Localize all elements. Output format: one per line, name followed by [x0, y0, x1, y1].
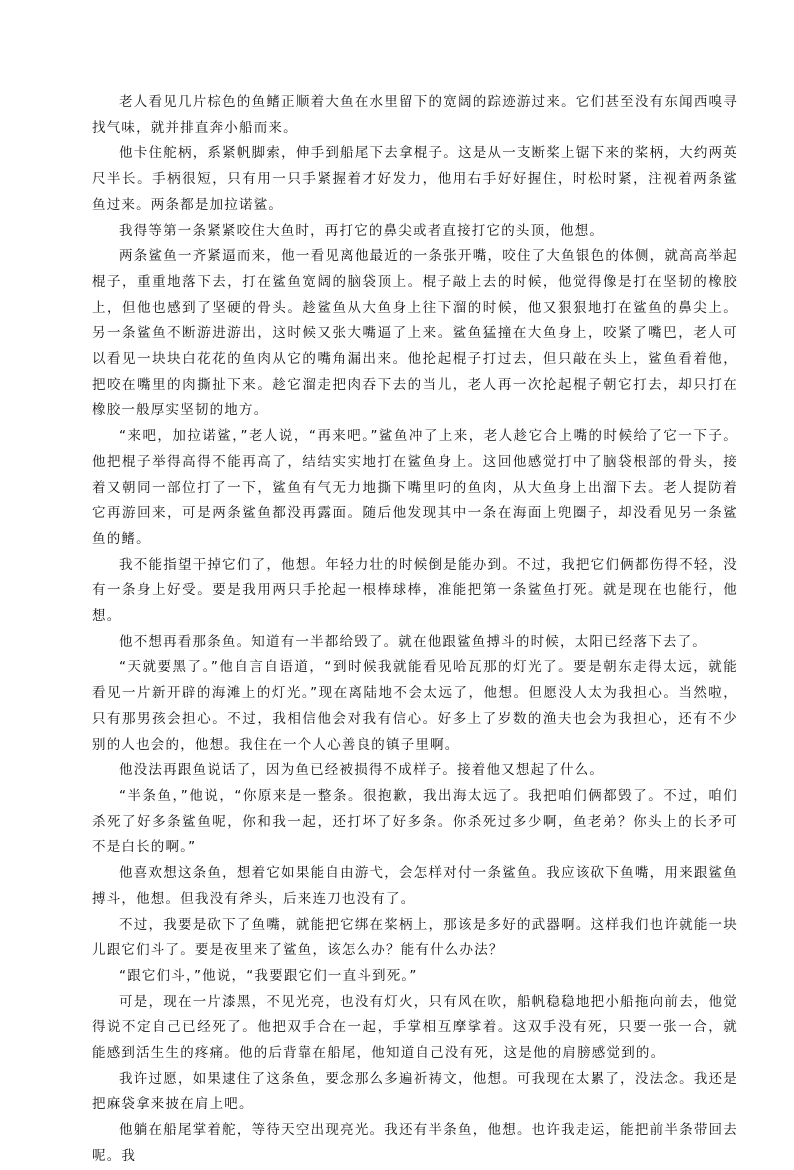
paragraph-15: 我许过愿，如果逮住了这条鱼，要念那么多遍祈祷文，他想。可我现在太累了，没法念。我还是把麻袋拿来披在肩上吧。 [92, 1070, 738, 1113]
paragraph-11: 他喜欢想这条鱼，想着它如果能自由游弋，会怎样对付一条鲨鱼。我应该砍下鱼嘴，用来跟鲨鱼搏斗，他想。但我没有斧头，后来连刀也没有了。 [92, 865, 738, 907]
paragraph-13: “跟它们斗，”他说，“我要跟它们一直斗到死。” [119, 967, 418, 984]
paragraph-4: 两条鲨鱼一齐紧逼而来，他一看见离他最近的一条张开嘴，咬住了大鱼银色的体侧，就高高举起棍子，重重地落下去，打在鲨鱼宽阔的脑袋顶上。棍子敲上去的时候，他觉得像是打在坚韧的橡胶上，但他也感到了坚硬的骨头。趁鲨鱼从大鱼身上往下溜的时候，他又狠狠地打在鲨鱼的鼻尖上。另一条鲨鱼不断游进游出，这时候又张大嘴逼了上来。鲨鱼猛撞在大鱼身上，咬紧了嘴巴，老人可以看见一块块白花花的鱼肉从它的嘴角漏出来。他抡起棍子打过去，但只敲在头上，鲨鱼看着他，把咬在嘴里的肉撕扯下来。趁它溜走把肉吞下去的当儿，老人再一次抡起棍子朝它打去，却只打在橡胶一般厚实坚韧的地方。 [92, 248, 738, 419]
paragraph-5: “来吧，加拉诺鲨，”老人说，“再来吧。”鲨鱼冲了上来，老人趁它合上嘴的时候给了它一下子。他把棍子举得高得不能再高了，结结实实地打在鲨鱼身上。这回他感觉打中了脑袋根部的骨头，接着又朝同一部位打了一下，鲨鱼有气无力地撕下嘴里叼的鱼肉，从大鱼身上出溜下去。老人提防着它再游回来，可是两条鲨鱼都没再露面。随后他发现其中一条在海面上兜圈子，却没看见另一条鲨鱼的鳍。 [92, 428, 738, 547]
paragraph-1: 老人看见几片棕色的鱼鳍正顺着大鱼在水里留下的宽阔的踪迹游过来。它们甚至没有东闻西嗅寻找气味，就并排直奔小船而来。 [92, 94, 738, 136]
paragraph-10: “半条鱼，”他说，“你原来是一整条。很抱歉，我出海太远了。我把咱们俩都毁了。不过，咱们杀死了好多条鲨鱼呢，你和我一起，还打坏了好多条。你杀死过多少啊，鱼老弟？你头上的长矛可不是白长的啊。” [92, 787, 738, 856]
paragraph-3: 我得等第一条紧紧咬住大鱼时，再打它的鼻尖或者直接打它的头顶，他想。 [119, 222, 605, 239]
paragraph-8: “天就要黑了。”他自言自语道，“到时候我就能看见哈瓦那的灯光了。要是朝东走得太远，就能看见一片新开辟的海滩上的灯光。”现在离陆地不会太远了，他想。但愿没人太为我担心。当然啦，只有那男孩会担心。不过，我相信他会对我有信心。好多上了岁数的渔夫也会为我担心，还有不少别的人也会的，他想。我住在一个人心善良的镇子里啊。 [92, 659, 738, 753]
document-page [92, 90, 738, 1164]
paragraph-12: 不过，我要是砍下了鱼嘴，就能把它绑在桨柄上，那该是多好的武器啊。这样我们也许就能一块儿跟它们斗了。要是夜里来了鲨鱼，该怎么办？能有什么办法？ [92, 916, 738, 959]
paragraph-6: 我不能指望干掉它们了，他想。年轻力壮的时候倒是能办到。不过，我把它们俩都伤得不轻，没有一条身上好受。要是我用两只手抡起一根棒球棒，准能把第一条鲨鱼打死。就是现在也能行，他想。 [92, 556, 738, 625]
paragraph-14: 可是，现在一片漆黑，不见光亮，也没有灯火，只有风在吹，船帆稳稳地把小船拖向前去，他觉得说不定自己已经死了。他把双手合在一起，手掌相互摩挲着。这双手没有死，只要一张一合，就能感到活生生的疼痛。他的后背靠在船尾，他知道自己没有死，这是他的肩膀感觉到的。 [92, 993, 738, 1062]
paragraph-2: 他卡住舵柄，系紧帆脚索，伸手到船尾下去拿棍子。这是从一支断桨上锯下来的桨柄，大约两英尺半长。手柄很短，只有用一只手紧握着才好发力，他用右手好好握住，时松时紧，注视着两条鲨鱼过来。两条都是加拉诺鲨。 [92, 145, 738, 213]
paragraph-7: 他不想再看那条鱼。知道有一半都给毁了。就在他跟鲨鱼搏斗的时候，太阳已经落下去了。 [119, 633, 707, 650]
paragraph-9: 他没法再跟鱼说话了，因为鱼已经被损得不成样子。接着他又想起了什么。 [119, 762, 605, 779]
paragraph-16: 他躺在船尾掌着舵，等待天空出现亮光。我还有半条鱼，他想。也许我走运，能把前半条带回去呢。我 [92, 1122, 738, 1164]
